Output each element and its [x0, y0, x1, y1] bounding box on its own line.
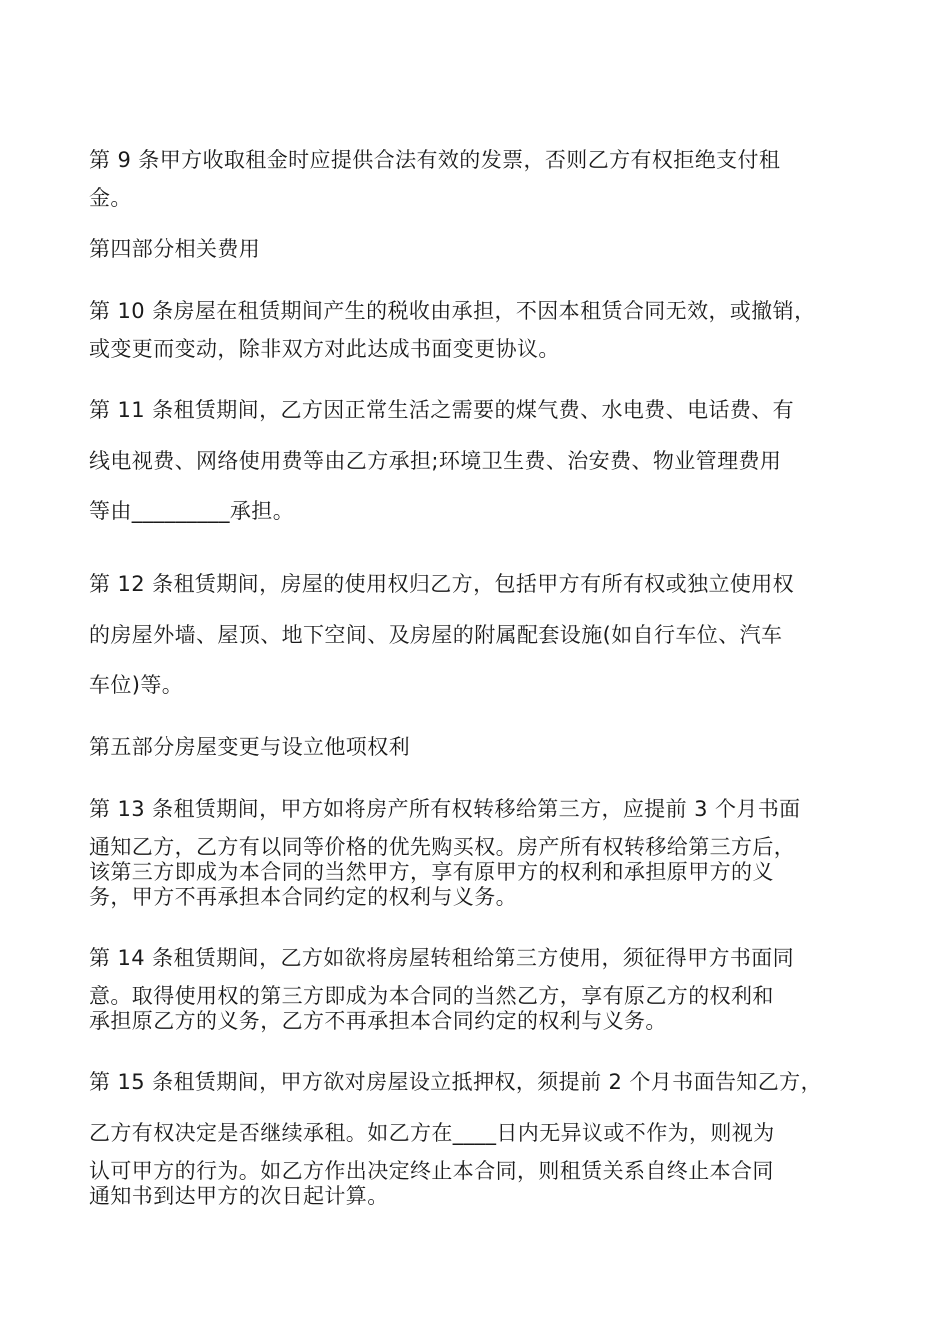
clause-14-line-3: 承担原乙方的义务，乙方不再承担本合同约定的权利与义务。 — [89, 1009, 667, 1033]
clause-13-line-1: 第 13 条租赁期间，甲方如将房产所有权转移给第三方，应提前 3 个月书面 — [89, 797, 801, 821]
section-heading-property-changes: 第五部分房屋变更与设立他项权利 — [89, 735, 410, 759]
clause-15-line-3: 认可甲方的行为。如乙方作出决定终止本合同，则租赁关系自终止本合同 — [89, 1159, 774, 1183]
clause-14-line-1: 第 14 条租赁期间，乙方如欲将房屋转租给第三方使用，须征得甲方书面同 — [89, 946, 795, 970]
clause-15-line-1: 第 15 条租赁期间，甲方欲对房屋设立抵押权，须提前 2 个月书面告知乙方， — [89, 1070, 822, 1094]
clause-13-line-3: 该第三方即成为本合同的当然甲方，享有原甲方的权利和承担原甲方的义 — [89, 860, 774, 884]
clause-9-line-2: 金。 — [89, 186, 132, 210]
clause-11-line-2: 线电视费、网络使用费等由乙方承担;环境卫生费、治安费、物业管理费用 — [89, 449, 782, 473]
section-heading-related-fees: 第四部分相关费用 — [89, 237, 261, 261]
clause-15-line-2: 乙方有权决定是否继续承租。如乙方在____日内无异议或不作为，则视为 — [89, 1121, 775, 1145]
clause-11-line-1: 第 11 条租赁期间，乙方因正常生活之需要的煤气费、水电费、电话费、有 — [89, 398, 795, 422]
clause-12-line-3: 车位)等。 — [89, 673, 184, 697]
clause-11-line-3: 等由_________承担。 — [89, 499, 295, 523]
clause-12-line-1: 第 12 条租赁期间，房屋的使用权归乙方，包括甲方有所有权或独立使用权 — [89, 572, 795, 596]
clause-14-line-2: 意。取得使用权的第三方即成为本合同的当然乙方，享有原乙方的权利和 — [89, 984, 774, 1008]
clause-10-line-1: 第 10 条房屋在租赁期间产生的税收由承担，不因本租赁合同无效，或撤销， — [89, 299, 816, 323]
clause-10-line-2: 或变更而变动，除非双方对此达成书面变更协议。 — [89, 337, 560, 361]
clause-13-line-4: 务，甲方不再承担本合同约定的权利与义务。 — [89, 885, 517, 909]
clause-12-line-2: 的房屋外墙、屋顶、地下空间、及房屋的附属配套设施(如自行车位、汽车 — [89, 623, 783, 647]
clause-15-line-4: 通知书到达甲方的次日起计算。 — [89, 1184, 389, 1208]
clause-13-line-2: 通知乙方，乙方有以同等价格的优先购买权。房产所有权转移给第三方后， — [89, 835, 796, 859]
clause-9-line-1: 第 9 条甲方收取租金时应提供合法有效的发票，否则乙方有权拒绝支付租 — [89, 148, 781, 172]
